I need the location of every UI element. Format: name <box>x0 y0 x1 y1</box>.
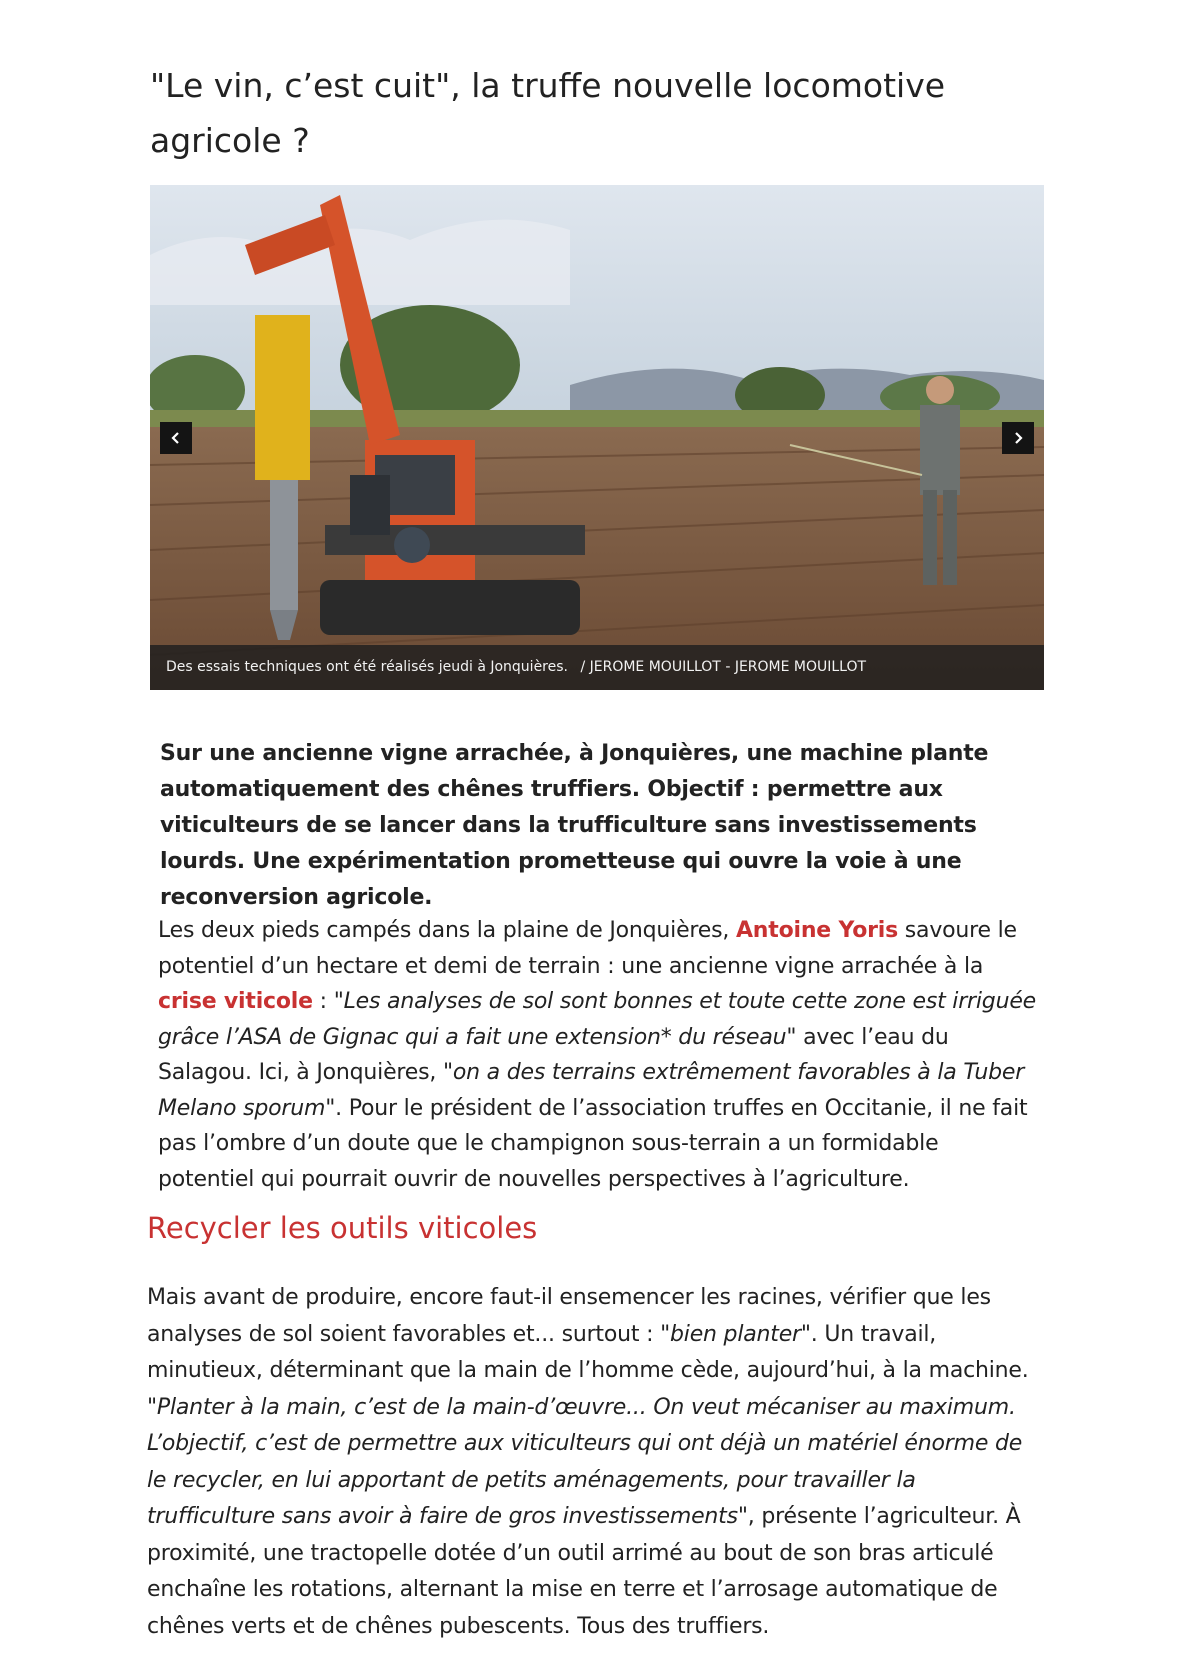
text-segment: avec l’eau du Salagou. Ici, à Jonquières, <box>158 1024 949 1085</box>
chevron-left-icon <box>169 431 183 445</box>
text-segment: : <box>312 989 334 1014</box>
article-photo <box>150 185 1044 690</box>
text-segment: . Pour le président de l’association truffes en Occitanie, il ne fait pas l’ombre d’un doute que le champignon sous-terrain a un formidable potentiel qui pourrait ouvrir de nouvelles perspectives à l’agriculture. <box>158 1095 1028 1192</box>
carousel-next-button[interactable] <box>1002 422 1034 454</box>
text-segment: Mais avant de produire, encore faut-il ensemencer les racines, vérifier que les analyses de sol soient favorables et... surtout : <box>147 1285 991 1347</box>
link-crise-viticole[interactable]: crise viticole <box>158 989 313 1014</box>
carousel-prev-button[interactable] <box>160 422 192 454</box>
article-paragraph-1 <box>158 913 1038 1197</box>
photo-caption <box>150 645 1044 690</box>
text-segment: . Un travail, minutieux, déterminant que la main de l’homme cède, aujourd’hui, à la machine. <box>147 1321 1029 1383</box>
text-segment: , présente l’agriculteur. À proximité, une tractopelle dotée d’un outil arrimé au bout de son bras articulé enchaîne les rotations, alternant la mise en terre et l’arrosage automatique de chênes verts et de chênes pubescents. Tous des truffiers. <box>147 1504 1021 1639</box>
photo-carousel[interactable] <box>150 185 1044 690</box>
article-title: "Le vin, c’est cuit", la truffe nouvelle locomotive agricole ? <box>150 66 946 160</box>
caption-text: Des essais techniques ont été réalisés jeudi à Jonquières. <box>166 659 568 675</box>
text-segment: Les deux pieds campés dans la plaine de Jonquières, <box>158 918 736 943</box>
quote: "bien planter" <box>660 1321 811 1347</box>
quote: "Planter à la main, c’est de la main-d’œuvre... On veut mécaniser au maximum. L’objectif, c’est de permettre aux viticulteurs qui ont déjà un matériel énorme de le recycler, en lui apportant de petits aménagements, pour travailler la trufficulture sans avoir à faire de gros investissements" <box>147 1394 1023 1529</box>
chevron-right-icon <box>1011 431 1025 445</box>
section-heading: Recycler les outils viticoles <box>147 1211 538 1245</box>
text-segment: savoure le potentiel d’un hectare et demi de terrain : une ancienne vigne arrachée à la <box>158 918 1017 979</box>
quote: "on a des terrains extrêmement favorables à la Tuber Melano sporum" <box>158 1060 1025 1121</box>
article-paragraph-2 <box>147 1280 1037 1645</box>
quote: "Les analyses de sol sont bonnes et toute cette zone est irriguée grâce l’ASA de Gignac qui a fait une extension* du réseau" <box>158 989 1036 1050</box>
article-lead: Sur une ancienne vigne arrachée, à Jonquières, une machine plante automatiquement des chênes truffiers. Objectif : permettre aux viticulteurs de se lancer dans la trufficulture sans investissements lourds. Une expérimentation prometteuse qui ouvre la voie à une reconversion agricole. <box>160 741 989 910</box>
link-antoine-yoris[interactable]: Antoine Yoris <box>735 918 898 943</box>
photo-credit: / JEROME MOUILLOT - JEROME MOUILLOT <box>580 659 867 675</box>
